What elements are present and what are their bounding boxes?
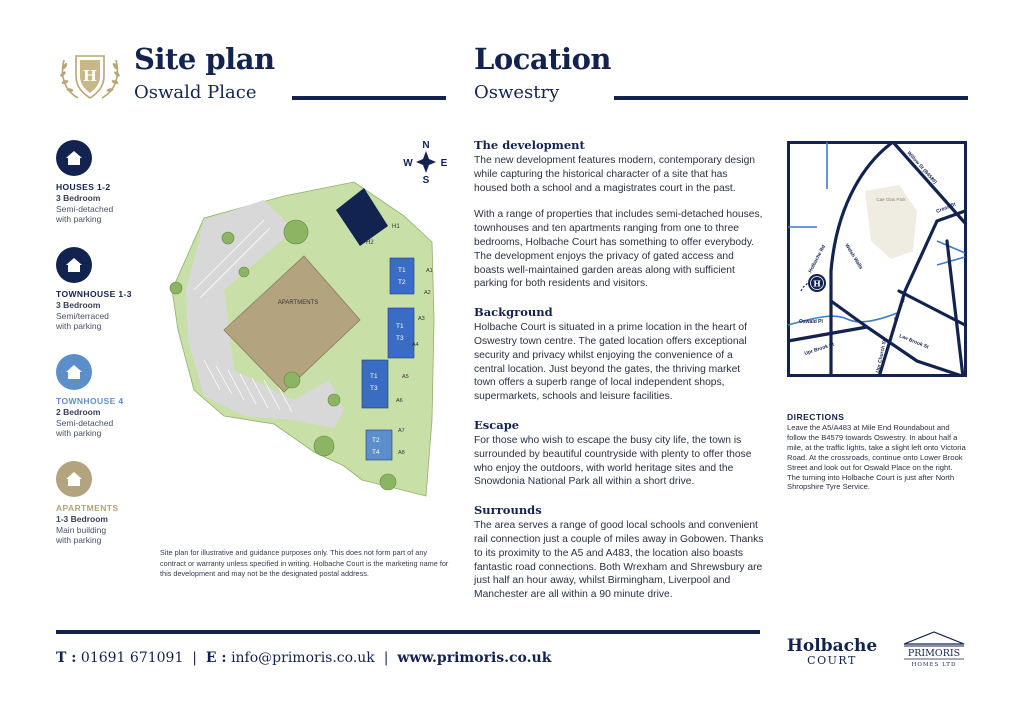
development-paragraph-1: The new development features modern, contemporary design while capturing the historical character of a site that has housed both a school and a magistrates court in the past. [474,155,756,194]
legend-desc: Semi-detached [56,203,114,214]
map-road-cross: Cross St [935,201,957,215]
website-link[interactable]: www.primoris.co.uk [397,650,552,666]
map-park: Cae Glas Park [876,197,906,202]
section-heading-background: Background [474,305,553,320]
unit-a3: A3 [418,316,425,322]
holbache-court-logo [786,636,878,667]
unit-t1: T1 [396,323,404,330]
brand-homes-ltd: HOMES LTD [911,662,957,668]
legend-townhouse-1-3 [56,247,166,332]
legend-desc: Semi-detached [56,417,114,428]
legend-title: TOWNHOUSE 1-3 [56,289,132,299]
footer-rule [56,630,760,634]
unit-a1: A1 [426,268,433,274]
background-paragraph: Holbache Court is situated in a prime location in the heart of Oswestry town centre. The gated location offers exceptional security and privacy whilst enjoying the convenience of a central location. Just beyond the gates, the thriving market town offers a superb range of local independent shops, supermarkets, schools and leisure facilities. [474,322,748,403]
map-road-holbache: Holbache Rd [807,244,828,274]
contact-line [56,650,551,666]
legend-bedrooms: 3 Bedroom [56,300,101,310]
unit-t4: T4 [372,449,380,456]
development-paragraph-2: With a range of properties that includes semi-detached houses, townhouses and ten apartments ranging from one to three bedrooms, Holbache Court has something to offer everybody. The development enjoys the privacy of gated access and boasts well-maintained garden areas along with sufficient parking for both residents and visitors. [474,209,763,290]
holbache-crest-logo [56,46,124,106]
unit-a7: A7 [398,428,405,434]
unit-a5: A5 [402,374,409,380]
directions-text: Leave the A5/A483 at Mile End Roundabout and follow the B4579 towards Oswestry. In about half a mile, at the traffic lights, take a slight left onto Victoria Road. At the crossroads, continue onto Lower Brook Street and look out for Oswald Place on the right. The turning into Holbache Court is just after North Shropshire Tyre Service. [787,423,966,492]
section-heading-escape: Escape [474,417,520,432]
unit-a2: A2 [424,290,431,296]
brand-holbache: Holbache [786,636,878,656]
unit-t1: T1 [370,373,378,380]
location-title: Location [474,42,612,76]
location-map [787,141,967,377]
unit-a4: A4 [412,342,419,348]
map-road-willow: Willow St (B4580) [905,150,938,186]
email-label: E : [205,650,227,666]
section-heading-surrounds: Surrounds [474,503,542,518]
legend-townhouse-4 [56,354,166,439]
unit-t2: T2 [372,437,380,444]
location-text-column [474,138,764,602]
site-plan-map [164,180,454,500]
apartments-label: APARTMENTS [277,300,319,306]
site-plan-subtitle: Oswald Place [134,82,257,103]
map-road-upr-brook: Upr Brook St [803,341,835,357]
header-rule-left [292,96,446,100]
house-icon [56,354,92,390]
map-road-lwr-brook: Lwr Brook St [898,333,930,351]
logo-letter: H [82,67,98,85]
house-icon [56,140,92,176]
escape-paragraph: For those who wish to escape the busy city life, the town is surrounded by beautiful countryside with plenty to offer those who enjoy the outdoors, with world heritage sites and the Snowdonia National Park all within a short drive. [474,434,752,488]
location-subtitle: Oswestry [474,82,560,103]
unit-a8: A8 [398,450,405,456]
compass-s: S [422,175,430,184]
map-road-welsh-walls: Welsh Walls [843,242,864,271]
unit-t3: T3 [370,385,378,392]
map-road-oswald: Oswald Pl [799,319,823,325]
brand-primoris: PRIMORIS [907,648,961,659]
header-rule-right [614,96,968,100]
surrounds-paragraph: The area serves a range of good local schools and convenient rail connection just a couple of miles away in Gobowen. Thanks to its proximity to the A5 and A483, the location also boasts fantastic road connections. Both Wrexham and Shrewsbury are just half an hour away, whilst Birmingham, Liverpool and Manchester are all within a 90 minute drive. [474,520,764,601]
legend-desc: Main building [56,524,107,535]
directions-heading: DIRECTIONS [787,412,845,422]
brand-court: COURT [807,654,857,667]
unit-t1: T1 [398,267,406,274]
section-heading-development: The development [474,138,585,152]
site-plan-disclaimer: Site plan for illustrative and guidance purposes only. This does not form part of any contract or warranty unless specified in writing. Holbache Court is the marketing name for this development and may not be the designated postal address. [160,548,449,579]
map-marker: H [813,278,821,289]
unit-a6: A6 [396,398,403,404]
phone-label: T : [56,650,77,666]
site-plan-title: Site plan [134,42,275,76]
email-link[interactable]: info@primoris.co.uk [231,650,375,666]
compass-w: W [403,158,413,169]
phone-link[interactable]: 01691 671091 [80,650,184,666]
unit-h1: H1 [392,224,400,230]
map-road-church: Church St [893,297,908,322]
house-icon [56,247,92,283]
map-road-upr-church: Upr Church St [875,339,889,374]
legend-bedrooms: 3 Bedroom [56,193,101,203]
legend-title: TOWNHOUSE 4 [56,396,124,406]
legend-bedrooms: 2 Bedroom [56,407,101,417]
compass-rose [402,138,450,184]
legend-desc: with parking [56,214,102,224]
unit-t3: T3 [396,335,404,342]
legend-desc: with parking [56,428,102,438]
compass-n: N [422,140,430,151]
legend-title: HOUSES 1-2 [56,182,111,192]
unit-t2: T2 [398,279,406,286]
primoris-homes-logo [900,630,968,668]
compass-e: E [440,158,448,169]
legend-desc: with parking [56,535,102,545]
legend-desc: Semi/terraced [56,310,109,321]
legend-bedrooms: 1-3 Bedroom [56,514,108,524]
legend-title: APARTMENTS [56,503,119,513]
legend-apartments [56,461,166,546]
contact-separator: | [383,650,389,666]
contact-separator: | [192,650,197,666]
legend-houses [56,140,166,225]
unit-h2: H2 [366,240,374,246]
legend-desc: with parking [56,321,102,331]
house-icon [56,461,92,497]
